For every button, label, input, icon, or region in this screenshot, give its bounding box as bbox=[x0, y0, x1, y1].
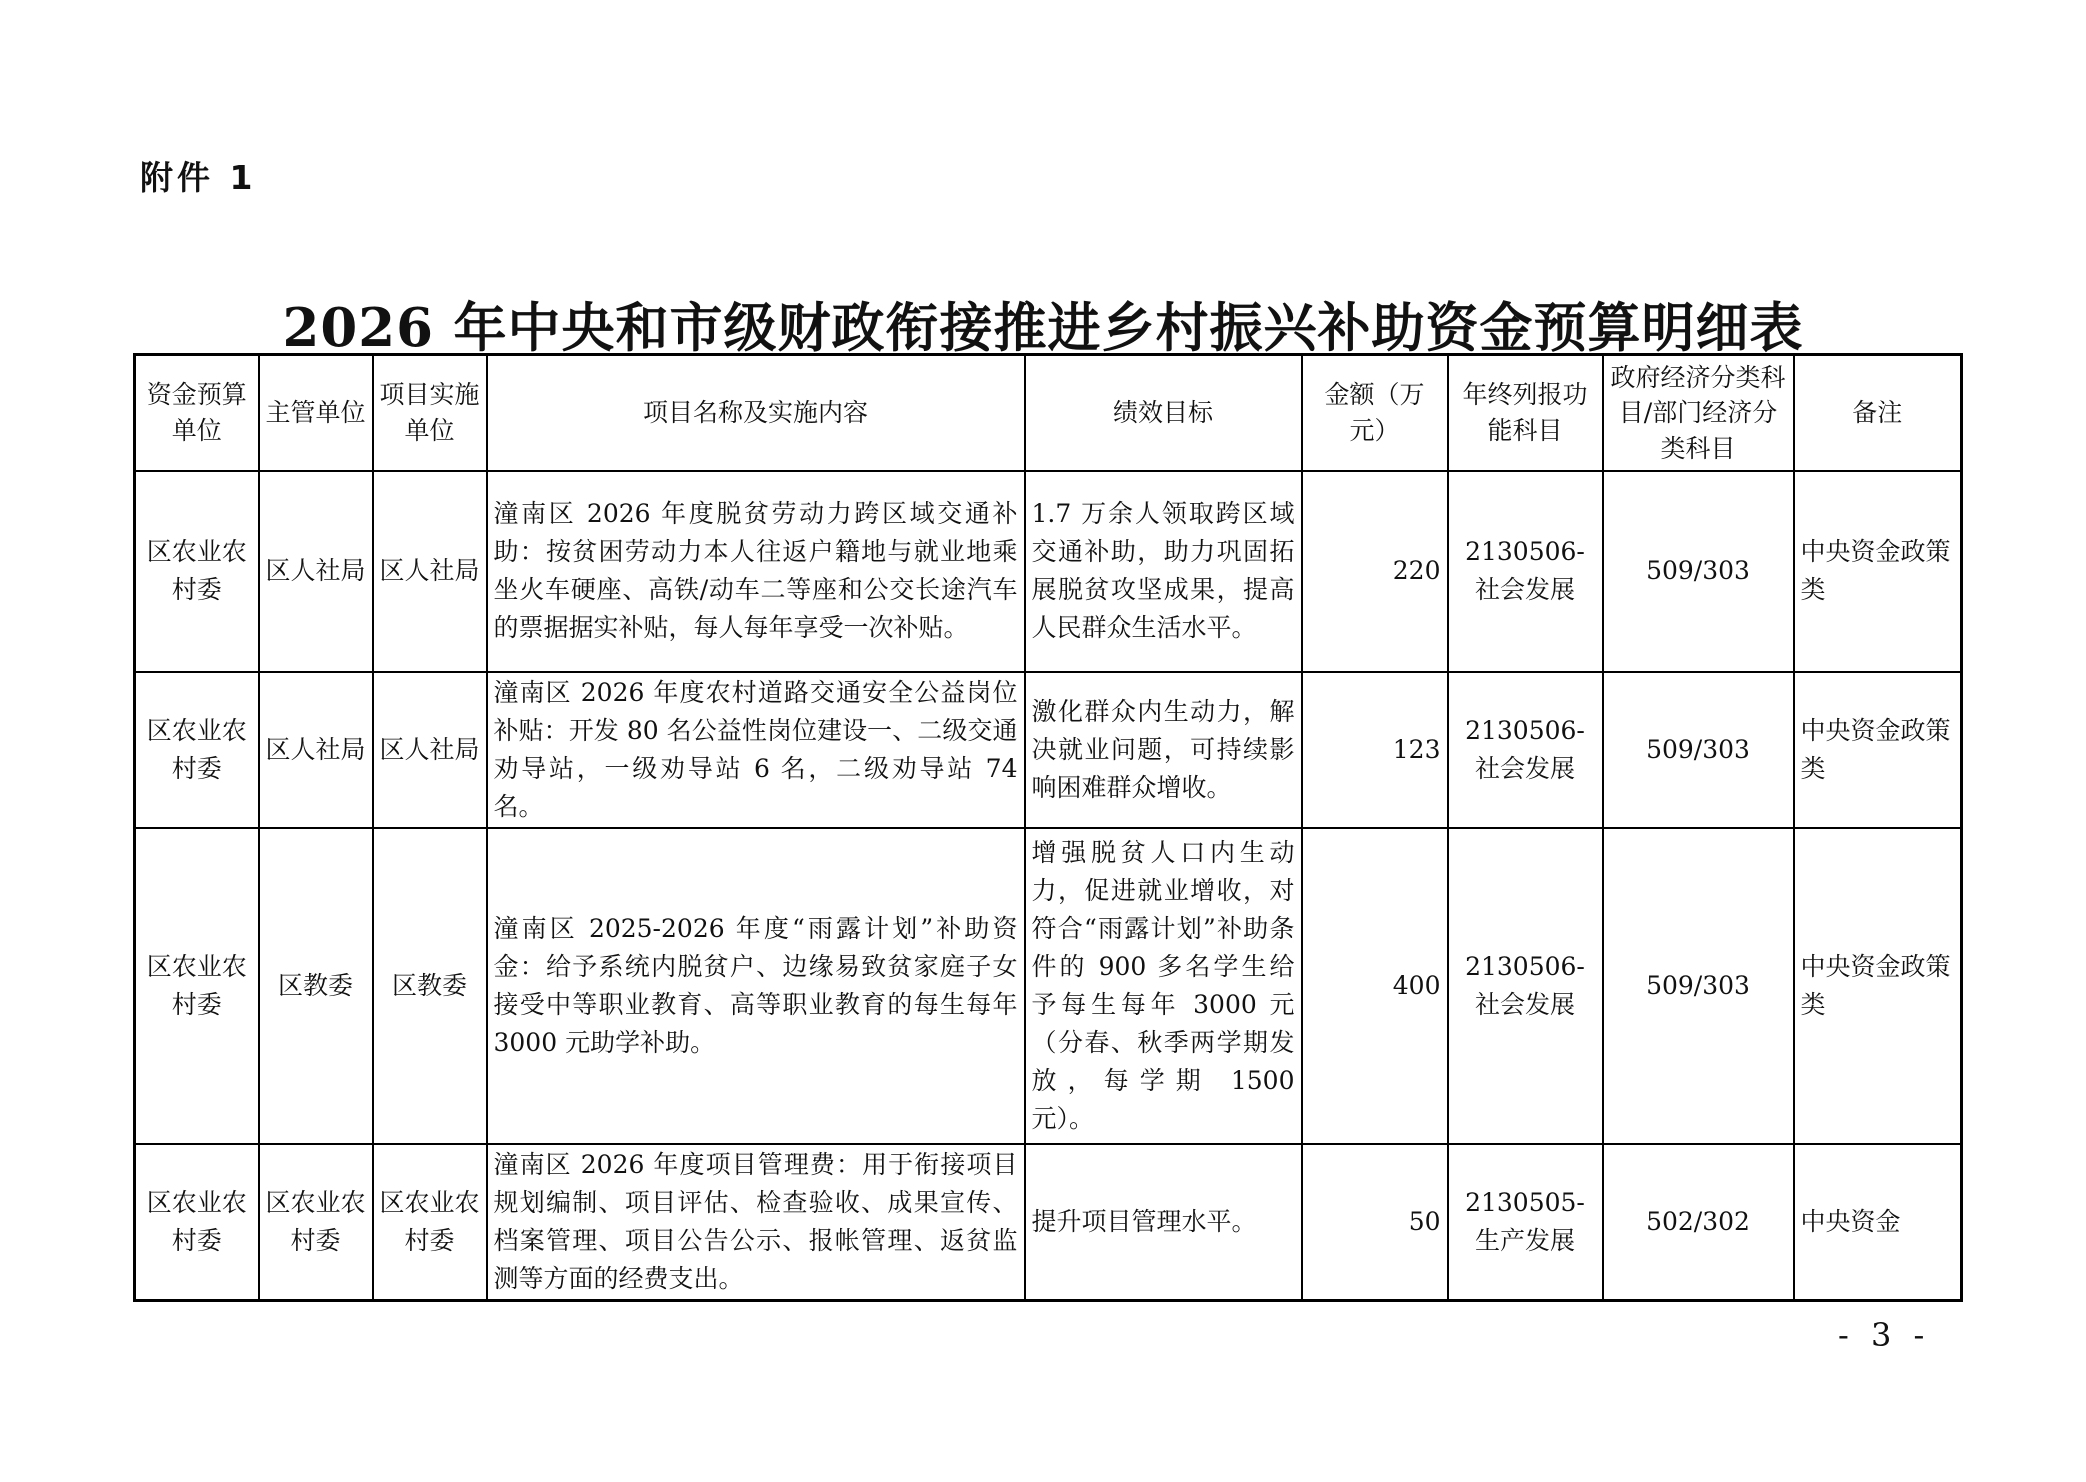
header-implementer: 项目实施单位 bbox=[373, 355, 487, 471]
cell-project: 潼南区 2026 年度脱贫劳动力跨区域交通补助：按贫困劳动力本人往返户籍地与就业地乘坐火车硬座、高铁/动车二等座和公交长途汽车的票据据实补贴，每人每年享受一次补贴。 bbox=[487, 471, 1025, 672]
cell-function-subject: 2130505-生产发展 bbox=[1448, 1144, 1603, 1301]
cell-budget-unit: 区农业农村委 bbox=[135, 828, 259, 1144]
cell-project: 潼南区 2025-2026 年度“雨露计划”补助资金：给予系统内脱贫户、边缘易致贫家庭子女接受中等职业教育、高等职业教育的每生每年 3000 元助学补助。 bbox=[487, 828, 1025, 1144]
cell-economic-subject: 509/303 bbox=[1603, 672, 1794, 828]
cell-remark: 中央资金政策类 bbox=[1794, 471, 1962, 672]
cell-target: 提升项目管理水平。 bbox=[1025, 1144, 1302, 1301]
header-function-subject: 年终列报功能科目 bbox=[1448, 355, 1603, 471]
table-row bbox=[135, 1144, 1962, 1301]
cell-target: 1.7 万余人领取跨区域交通补助，助力巩固拓展脱贫攻坚成果，提高人民群众生活水平。 bbox=[1025, 471, 1302, 672]
budget-table bbox=[133, 353, 1963, 1302]
cell-budget-unit: 区农业农村委 bbox=[135, 471, 259, 672]
cell-function-subject: 2130506-社会发展 bbox=[1448, 828, 1603, 1144]
cell-economic-subject: 509/303 bbox=[1603, 471, 1794, 672]
header-supervisor: 主管单位 bbox=[259, 355, 373, 471]
cell-supervisor: 区教委 bbox=[259, 828, 373, 1144]
cell-implementer: 区农业农村委 bbox=[373, 1144, 487, 1301]
cell-amount: 50 bbox=[1302, 1144, 1448, 1301]
page-number: - 3 - bbox=[1838, 1316, 1931, 1354]
cell-supervisor: 区人社局 bbox=[259, 672, 373, 828]
cell-economic-subject: 502/302 bbox=[1603, 1144, 1794, 1301]
cell-amount: 220 bbox=[1302, 471, 1448, 672]
header-economic-subject: 政府经济分类科目/部门经济分类科目 bbox=[1603, 355, 1794, 471]
cell-target: 激化群众内生动力，解决就业问题，可持续影响困难群众增收。 bbox=[1025, 672, 1302, 828]
cell-supervisor: 区农业农村委 bbox=[259, 1144, 373, 1301]
cell-amount: 123 bbox=[1302, 672, 1448, 828]
cell-amount: 400 bbox=[1302, 828, 1448, 1144]
cell-function-subject: 2130506-社会发展 bbox=[1448, 471, 1603, 672]
header-target: 绩效目标 bbox=[1025, 355, 1302, 471]
cell-project: 潼南区 2026 年度项目管理费：用于衔接项目规划编制、项目评估、检查验收、成果宣传、档案管理、项目公告公示、报帐管理、返贫监测等方面的经费支出。 bbox=[487, 1144, 1025, 1301]
header-budget-unit: 资金预算单位 bbox=[135, 355, 259, 471]
cell-supervisor: 区人社局 bbox=[259, 471, 373, 672]
table-row bbox=[135, 471, 1962, 672]
cell-remark: 中央资金 bbox=[1794, 1144, 1962, 1301]
cell-implementer: 区人社局 bbox=[373, 672, 487, 828]
table-header-row bbox=[135, 355, 1962, 471]
cell-function-subject: 2130506-社会发展 bbox=[1448, 672, 1603, 828]
cell-remark: 中央资金政策类 bbox=[1794, 672, 1962, 828]
cell-economic-subject: 509/303 bbox=[1603, 828, 1794, 1144]
cell-budget-unit: 区农业农村委 bbox=[135, 672, 259, 828]
cell-implementer: 区人社局 bbox=[373, 471, 487, 672]
cell-budget-unit: 区农业农村委 bbox=[135, 1144, 259, 1301]
table-row bbox=[135, 672, 1962, 828]
header-amount: 金额（万元） bbox=[1302, 355, 1448, 471]
cell-implementer: 区教委 bbox=[373, 828, 487, 1144]
attachment-label: 附件 1 bbox=[140, 158, 257, 197]
cell-remark: 中央资金政策类 bbox=[1794, 828, 1962, 1144]
header-project: 项目名称及实施内容 bbox=[487, 355, 1025, 471]
table-row bbox=[135, 828, 1962, 1144]
cell-project: 潼南区 2026 年度农村道路交通安全公益岗位补贴：开发 80 名公益性岗位建设一、二级交通劝导站，一级劝导站 6 名，二级劝导站 74 名。 bbox=[487, 672, 1025, 828]
cell-target: 增强脱贫人口内生动力，促进就业增收，对符合“雨露计划”补助条件的 900 多名学生给予每生每年 3000 元（分春、秋季两学期发放，每学期 1500 元）。 bbox=[1025, 828, 1302, 1144]
document-title: 2026 年中央和市级财政衔接推进乡村振兴补助资金预算明细表 bbox=[282, 297, 1804, 359]
header-remark: 备注 bbox=[1794, 355, 1962, 471]
